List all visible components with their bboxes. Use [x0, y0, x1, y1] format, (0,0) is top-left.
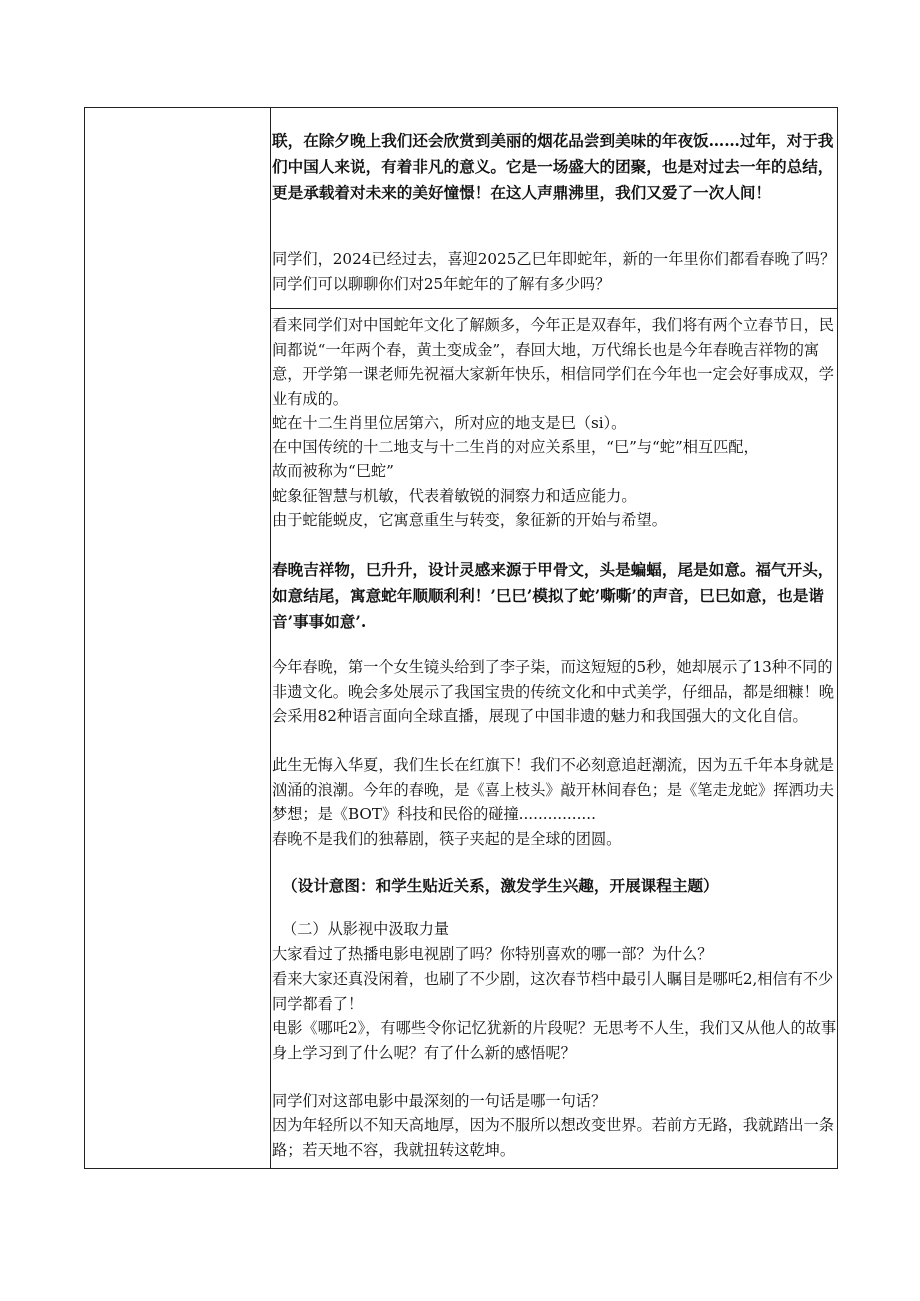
movie-quote: 因为年轻所以不知天高地厚，因为不服所以想改变世界。若前方无路，我就踏出一条路；若天地不容，我就扭转这乾坤。 — [272, 1116, 834, 1159]
gala-paragraph: 今年春晚，第一个女生镜头给到了李子柒，而这短短的5秒，她却展示了13种不同的非遗文化。晚会多处展示了我国宝贵的传统文化和中式美学，仔细品，都是细糠！晚会采用82种语言面向全球直播，展现了中国非遗的魅力和我国强大的文化自信。 — [272, 658, 834, 725]
drama-question: 大家看过了热播电影电视剧了吗？你特别喜欢的哪一部？为什么？ — [272, 945, 713, 963]
section-title: （二）从影视中汲取力量 — [282, 920, 450, 938]
mascot-paragraph: 春晚吉祥物，巳升升，设计灵感来源于甲骨文，头是蝙蝠，尾是如意。福气开头，如意结尾，寓意蛇年顺顺利利！’巳巳’模拟了蛇’嘶嘶’的声音，巳巳如意，也是谐音’事事如意’. — [272, 560, 834, 631]
branch-line-2: 故而被称为“巳蛇” — [272, 462, 394, 480]
rebirth-line: 由于蛇能蜕皮，它寓意重生与转变，象征新的开始与希望。 — [272, 511, 667, 529]
intro-paragraph: 看来同学们对中国蛇年文化了解颇多，今年正是双春年，我们将有两个立春节日，民间都说“一年两个春，黄土变成金”，春回大地，万代绵长也是今年春晚吉祥物的寓意，开学第一课老师先祝福大家新年快乐，相信同学们在今年也一定会好事成双，学业有成的。 — [272, 316, 834, 408]
zodiac-line: 蛇在十二生肖里位居第六，所对应的地支是巳（si）。 — [272, 414, 627, 432]
top-bold-paragraph: 联，在除夕晚上我们还会欣赏到美丽的烟花品尝到美味的年夜饭……过年，对于我们中国人来说，有着非凡的意义。它是一场盛大的团聚，也是对过去一年的总结，更是承载着对未来的美好憧憬！在这人声鼎沸里，我们又爱了一次人间！ — [272, 131, 834, 202]
pride-end-line: 春晚不是我们的独幕剧，筷子夹起的是全球的团圆。 — [272, 830, 622, 848]
quote-question: 同学们对这部电影中最深刻的一句话是哪一句话？ — [272, 1092, 607, 1110]
nezha-paragraph: 看来大家还真没闲着，也刷了不少剧，这次春节档中最引人瞩目是哪吒2,相信有不少同学都看了！ — [272, 970, 834, 1013]
wisdom-line: 蛇象征智慧与机敏，代表着敏锐的洞察力和适应能力。 — [272, 487, 637, 505]
branch-line-1: 在中国传统的十二地支与十二生肖的对应关系里，“巳”与“蛇”相互匹配， — [272, 438, 759, 456]
top-question-paragraph: 同学们，2024已经过去，喜迎2025乙巳年即蛇年，新的一年里你们都看春晚了吗？同学们可以聊聊你们对25年蛇年的了解有多少吗？ — [272, 250, 836, 293]
nezha-question: 电影《哪吒2》，有哪些令你记忆犹新的片段呢？无思考不人生，我们又从他人的故事身上学习到了什么呢？有了什么新的感悟呢？ — [272, 1019, 837, 1062]
pride-paragraph: 此生无悔入华夏，我们生长在红旗下！我们不必刻意追赶潮流，因为五千年本身就是汹涌的浪潮。今年的春晚，是《喜上枝头》敲开林间春色；是《笔走龙蛇》挥洒功夫梦想；是《BOT》科技和民俗的碰撞................ — [272, 756, 834, 823]
design-intent: （设计意图：和学生贴近关系，激发学生兴趣，开展课程主题） — [282, 876, 719, 895]
table-left-column — [85, 108, 271, 1168]
